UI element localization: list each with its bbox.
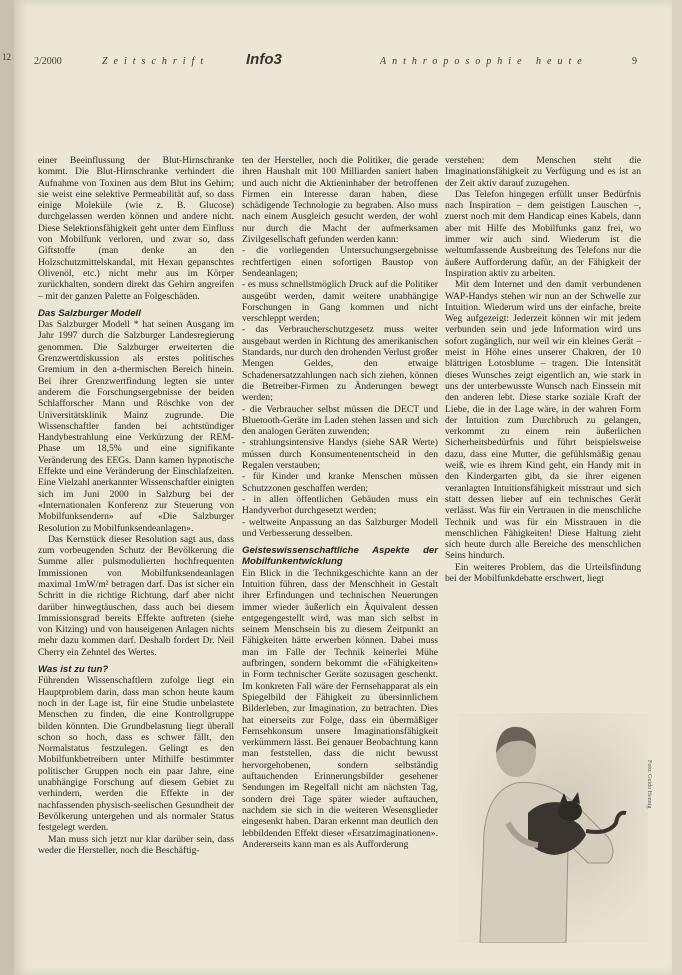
list-item: - es muss schnellstmöglich Druck auf die Politiker ausgeübt werden, damit weitere unabhängige Forschungen in Gang kommen und nicht verschleppt werden;	[242, 279, 438, 325]
section-heading: Was ist zu tun?	[38, 664, 109, 676]
list-item: - in allen öffentlichen Gebäuden muss ein Handyverbot durchgesetzt werden;	[242, 493, 438, 517]
paragraph: Das Salzburger Modell * hat seinen Ausgang im Jahr 1997 durch die Salzburger Landesregierung genommen. Die Salzburger erweiterten die Grenzwertdiskussion als erstes politisches Gremium in den a-thermischen Bereich hinein. Bei ihrer Grenzwertfindung legten sie unter anderem die Forschungsergebnisse der beiden Schlafforscher Mann und Röschke von der Universitätsklinik Mainz zugrunde. Die Wissenschaftler fanden bei achtstündiger Handybestrahlung eine Verkürzung der REM-Phase um 18,5% und eine signifikante Veränderung des EEGs. Dann kamen hypnotische Effekte und eine Veränderung der Einschlafzeiten. Eine Vielzahl anerkannter Wissenschaftler einigten sich im Juni 2000 in Salzburg bei der «Internationalen Konferenz zur Steuerung von Mobilfunksendern» auf «Die Salzburger Resolution zu Mobilfunksendeanlagen».	[38, 319, 234, 534]
page-number: 9	[632, 56, 637, 67]
paragraph: Das Telefon hingegen erfüllt unser Bedürfnis nach Inspiration – dem geistigen Lauschen –, zuerst noch mit dem Handicap eines Kabels, dann aber mit Hilfe des Mobilfunks ganz frei, wo immer wir auch sind. Wiederum ist die weltumfassende Ausbreitung des Telefons nur die äußere Aufforderung dafür, an der Fähigkeit der Inspiration aktiv zu arbeiten.	[445, 188, 641, 279]
paragraph: Mit dem Internet und den damit verbundenen WAP-Handys stehen wir nun an der Schwelle zur Intuition. Wiederum wird uns der einfache, breite Weg aufgezeigt: Jederzeit können wir mit jedem verbunden sein und jede Information wird uns sofort zugänglich, nur weil wir ein kleines Gerät – meist in Höhe eines unserer Chakren, der 10 blättrigen Lotosblume – tragen. Die Intensität dieses Wunsches zeigt eigentlich an, wie stark in uns der unterbewusste Wunsch nach Einssein mit den anderen lebt. Diese starke soziale Kraft der Liebe, die in der Lage wäre, in der wahren Form der Intuition zum Durchbruch zu gelangen, verkommt zu einem rein äußerlichen Sicherheitsbedürfnis und führt beispielsweise dazu, dass eine Mutter, die gefühlsmäßig genau weiß, wie es ihrem Kind geht, ein Handy mit in den Kindergarten gibt, da sie ihrer eigenen veranlagten Intuitionsfähigkeit misstraut und sich statt dessen lieber auf ein technisches Gerät verlässt. Was für ein Vertrauen in die menschliche Technik und was für ein Misstrauen in die menschlichen Fähigkeiten! Diese Haltung zieht sich heute durch alle Bereiche des menschlichen Seins hindurch.	[445, 279, 641, 562]
list-item: - das Verbraucherschutzgesetz muss weiter ausgebaut werden in Richtung des amerikanischen Standards, nur durch den drohenden Verlust großer Mengen Geldes, den etwaige Schadenersatzzahlungen nach sich ziehen, können die Betreiber-Firmen zu Änderungen bewegt werden;	[242, 324, 438, 404]
text-column-3	[445, 155, 641, 584]
header-right-title: Anthroposophie heute	[380, 56, 588, 67]
previous-page-edge	[0, 0, 14, 975]
paragraph: ten der Hersteller, noch die Politiker, die gerade ihren Haushalt mit 100 Milliarden saniert haben und auch nicht die Aktieninhaber der betroffenen Firmen ein Interesse daran haben, diese schädigende Technologie zu begraben. Also muss nach einem Ausgleich gesucht werden, der wohl nur durch die Macht der aufmerksamen Zivilgesellschaft gefunden werden kann:	[242, 155, 438, 246]
paragraph: verstehen: dem Menschen steht die Imaginationsfähigkeit zu Verfügung und es ist an der Zeit aktiv darauf zuzugehen.	[445, 155, 641, 189]
list-item: - die Verbraucher selbst müssen die DECT und Bluetooth-Geräte im Laden stehen lassen und sich den analogen Geräten zuwenden;	[242, 403, 438, 438]
list-item: - für Kinder und kranke Menschen müssen Schutzzonen geschaffen werden;	[242, 471, 438, 494]
paragraph: Das Kernstück dieser Resolution sagt aus, dass zum vorbeugenden Schutz der Bevölkerung die Summe aller pulsmodulierten hochfrequenten Immissionen von Mobilfunksendeanlagen maximal 1mW/m² betragen darf. Das ist sicher ein Schritt in die richtige Richtung, darf aber nicht darüber hinwegtäuschen, dass auch bei diesem Immissionsgrad bereits Effekte auftreten (siehe von Kitzing) und von hauseigenen Anlagen nichts mehr dazu kommen darf. Deshalb fordert Dr. Neil Cherry ein Zehntel des Wertes.	[38, 533, 234, 658]
paragraph: einer Beeinflussung der Blut-Hirnschranke kommt. Die Blut-Hirnschranke verhindert die Aufnahme von Toxinen aus dem Blut ins Gehirn; sie weist eine selektive Permeabilität auf, so dass einige Moleküle (wie z. B. Glucose) durchgelassen werden können und andere nicht. Diese Selektionsfähigkeit geht unter dem Einfluss von Mobilfunk verloren, und zwar so, dass Giftstoffe (man denke an den Holzschutzmittelskandal, mit Hexan gepanschtes Olivenöl, etc.) nicht mehr aus im Körper zurückhalten, sondern direkt das Gehirn angreifen – mit der ganzen Palette an Folgeschäden.	[38, 155, 234, 302]
paragraph: Ein weiteres Problem, das die Urteilsfindung bei der Mobilfunkdebatte erschwert, liegt	[445, 561, 641, 584]
page-header	[24, 50, 644, 70]
paragraph: Ein Blick in die Technikgeschichte kann an der Intuition führen, dass der Menschheit in Gestalt ihrer Erfindungen und technischen Neuerungen immer wieder äußerlich ein Äquivalent dessen entgegengestellt wird, was man sich selbst in seinem Menschsein bis zu diesem Zeitpunkt an Fähigkeiten hätte erwerben können. Dabei muss man im Falle der Technik keinerlei Mühe aufbringen, sondern bekommt die «Fähigkeiten» in Form technischer Geräte sozusagen geschenkt. Im konkreten Fall wäre der Fernsehapparat als ein Spiegelbild der Fähigkeit zu übersinnlichem Bilderleben, zur Imagination, zu betrachten. Dies hat einerseits zur Folge, dass ein übermäßiger Fernsehkonsum unsere Imaginationsfähigkeit verkümmern lässt. Bei genauer Beobachtung kann man feststellen, dass die nicht bewusst hervorgehobenen, sondern selbständig auftauchenden Erinnerungsbilder gesehener Sendungen im Regelfall nicht am nächsten Tag, sondern drei Tage später wieder auftauchen, nachdem sie sich in die weiteren Wesensglieder eingesenkt haben. Daran erkennt man deutlich den lebbildenden Effekt dieser «Ersatzimaginationen». Andererseits kann man es als Aufforderung	[242, 567, 438, 850]
text-column-2	[242, 155, 438, 850]
paragraph: Führenden Wissenschaftlern zufolge liegt ein Hauptproblem darin, dass man schon heute kaum noch in der Lage ist, für eine Studie unbelastete Menschen zu finden, die eine Kontrollgruppe bilden könnten. Die Grundbelastung liegt überall schon so hoch, dass es schwer fällt, den Normalstatus festzulegen. Gelingt es den Mobilfunkbetreibern unter Mithilfe bestimmter politischer Gruppen noch ein paar Jahre, eine unabhängige Forschung auf diesem Gebiet zu verhindern, werden die Effekte in der nachfassenden physisch-seelischen Gesundheit der Bevölkerung untergehen und als normaler Status festgelegt werden.	[38, 675, 234, 834]
section-heading: Geisteswissenschaftliche Aspekte der Mobilfunkentwicklung	[242, 545, 438, 568]
photo-credit: Foto: Guido Hennig	[646, 760, 652, 809]
previous-page-number: 12	[2, 52, 11, 62]
list-item: - strahlungsintensive Handys (siehe SAR Werte) müssen durch Konsumentenentscheid in den Regalen verstauben;	[242, 437, 438, 472]
list-item: - die vorliegenden Untersuchungsergebnisse rechtfertigen einen sofortigen Baustop von Sendeanlagen;	[242, 245, 438, 279]
paragraph: Man muss sich jetzt nur klar darüber sein, dass weder die Hersteller, noch die Beschäftig-	[38, 833, 234, 856]
magazine-logo: Info3	[246, 51, 282, 68]
person-with-cat-photo	[458, 713, 648, 943]
section-heading: Das Salzburger Modell	[38, 307, 141, 319]
header-left-title: Zeitschrift	[102, 56, 210, 67]
photo-illustration	[458, 713, 648, 943]
issue-number: 2/2000	[34, 56, 62, 67]
list-item: - weltweite Anpassung an das Salzburger Modell und Verbesserung desselben.	[242, 516, 438, 539]
text-column-1	[38, 155, 234, 856]
